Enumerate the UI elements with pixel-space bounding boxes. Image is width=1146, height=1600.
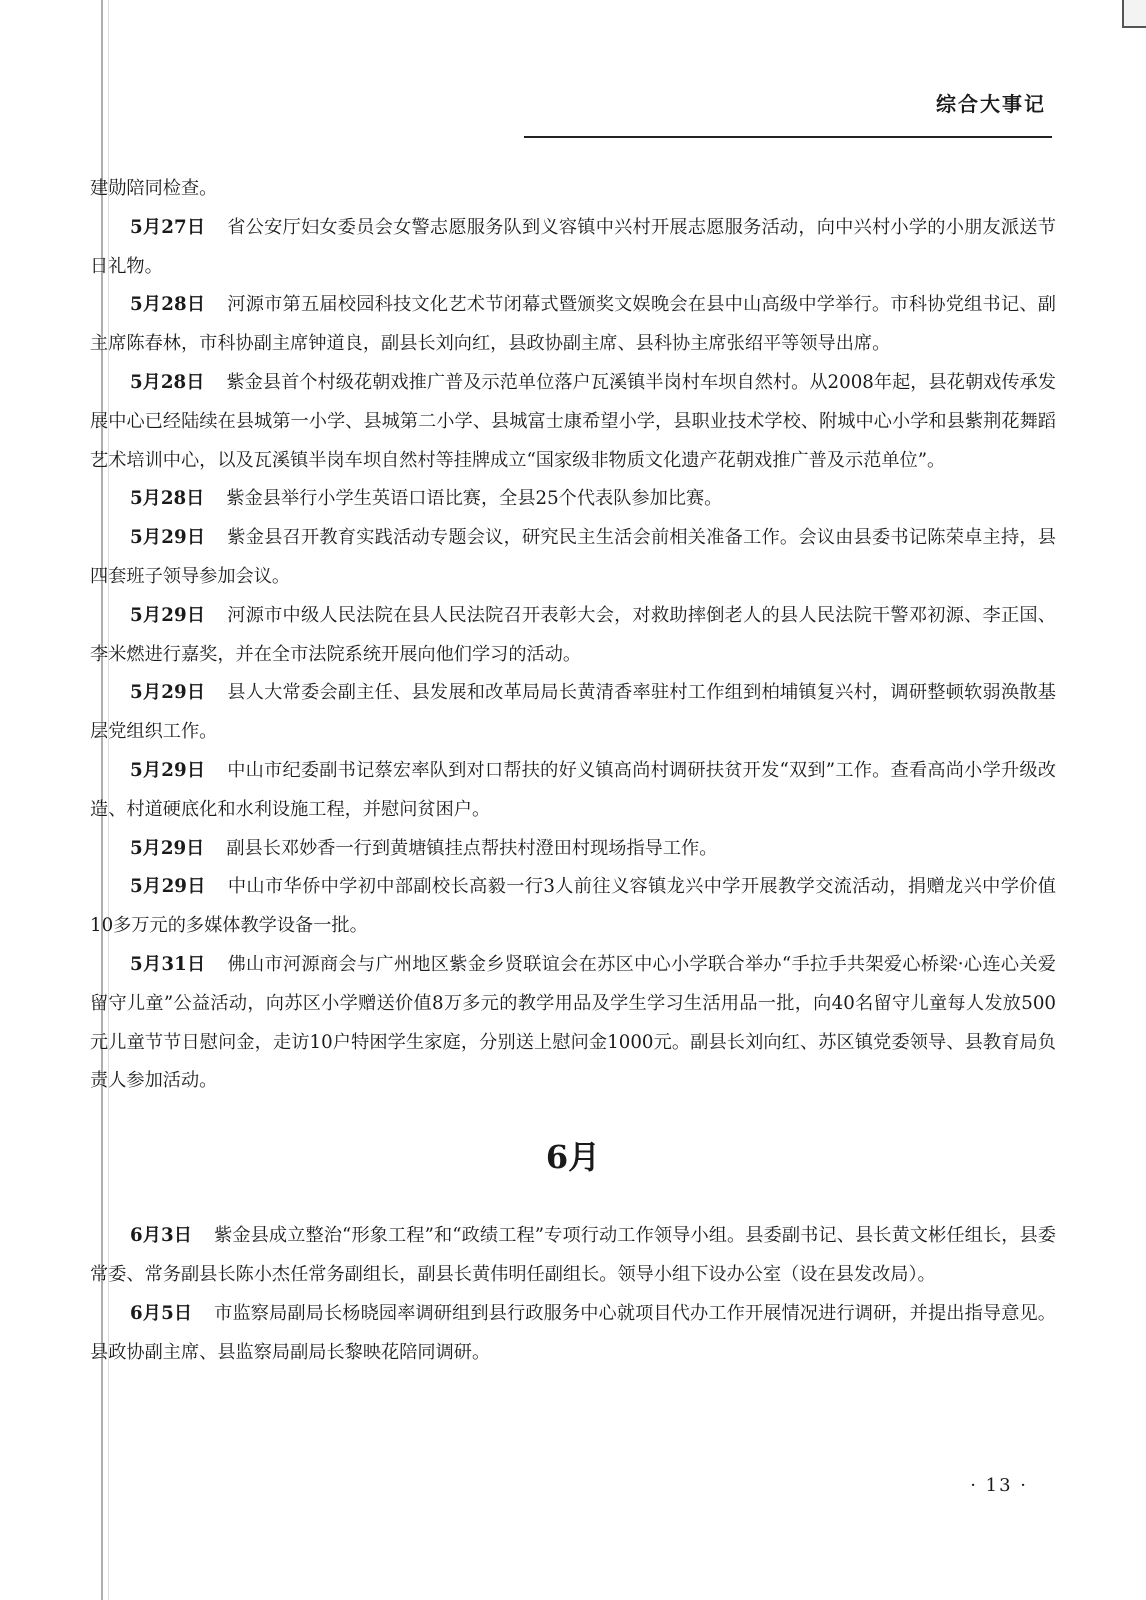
entry <box>90 519 1056 597</box>
entry-text: 紫金县举行小学生英语口语比赛，全县25个代表队参加比赛。 <box>226 488 723 510</box>
entry <box>90 597 1056 675</box>
entry-date: 5月29日 <box>130 527 206 549</box>
entry-text: 市监察局副局长杨晓园率调研组到县行政服务中心就项目代办工作开展情况进行调研，并提出指导意见。县政协副主席、县监察局副局长黎映花陪同调研。 <box>90 1302 1056 1363</box>
entry-text: 紫金县召开教育实践活动专题会议，研究民主生活会前相关准备工作。会议由县委书记陈荣卓主持，县四套班子领导参加会议。 <box>90 527 1056 587</box>
entry-text: 副县长邓妙香一行到黄塘镇挂点帮扶村澄田村现场指导工作。 <box>226 837 718 859</box>
entry-date: 5月29日 <box>130 604 206 626</box>
scan-corner-mark <box>1122 0 1146 28</box>
entry-text: 紫金县首个村级花朝戏推广普及示范单位落户瓦溪镇半岗村车坝自然村。从2008年起，县花朝戏传承发展中心已经陆续在县城第一小学、县城第二小学、县城富士康希望小学，县职业技术学校、附城中心小学和县紫荆花舞蹈艺术培训中心，以及瓦溪镇半岗车坝自然村等挂牌成立“国家级非物质文化遗产花朝戏推广普及示范单位”。 <box>90 371 1056 471</box>
entry-text: 河源市中级人民法院在县人民法院召开表彰大会，对救助摔倒老人的县人民法院干警邓初源、李正国、李米燃进行嘉奖，并在全市法院系统开展向他们学习的活动。 <box>90 604 1056 665</box>
entry-text: 建勋陪同检查。 <box>90 178 218 199</box>
entry-date: 5月29日 <box>130 876 206 898</box>
entry <box>90 830 1056 869</box>
entry <box>90 364 1056 480</box>
entry-date: 6月3日 <box>130 1225 193 1247</box>
entry-date: 5月31日 <box>130 953 206 975</box>
entry <box>90 480 1056 519</box>
entry-text: 紫金县成立整治“形象工程”和“政绩工程”专项行动工作领导小组。县委副书记、县长黄文彬任组长，县委常委、常务副县长陈小杰任常务副组长，副县长黄伟明任副组长。领导小组下设办公室（设在县发改局）。 <box>90 1225 1056 1285</box>
entry-date: 5月29日 <box>130 837 205 859</box>
entry-text: 中山市纪委副书记蔡宏率队到对口帮扶的好义镇高尚村调研扶贫开发“双到”工作。查看高尚小学升级改造、村道硬底化和水利设施工程，并慰问贫困户。 <box>90 759 1056 820</box>
entry <box>90 209 1056 287</box>
entry <box>90 286 1056 364</box>
entry <box>90 868 1056 946</box>
page-number: · 13 · <box>970 1475 1028 1496</box>
entry <box>90 1217 1056 1295</box>
section-title: 综合大事记 <box>936 92 1046 116</box>
entry-date: 5月27日 <box>130 216 206 238</box>
entry <box>90 674 1056 752</box>
entry <box>90 752 1056 830</box>
entry <box>90 946 1056 1101</box>
entry-date: 5月28日 <box>130 488 205 510</box>
entry-date: 5月29日 <box>130 759 206 781</box>
month-heading: 6月 <box>545 1138 601 1177</box>
header-rule <box>524 136 1052 138</box>
entry-date: 5月28日 <box>130 371 205 393</box>
page-body <box>90 170 1056 1372</box>
entry-text: 省公安厅妇女委员会女警志愿服务队到义容镇中兴村开展志愿服务活动，向中兴村小学的小朋友派送节日礼物。 <box>90 216 1056 277</box>
entry-date: 6月5日 <box>130 1302 193 1324</box>
entry-text: 县人大常委会副主任、县发展和改革局局长黄清香率驻村工作组到柏埔镇复兴村，调研整顿软弱涣散基层党组织工作。 <box>90 682 1056 743</box>
entry-text: 河源市第五届校园科技文化艺术节闭幕式暨颁奖文娱晚会在县中山高级中学举行。市科协党组书记、副主席陈春林，市科协副主席钟道良，副县长刘向红，县政协副主席、县科协主席张绍平等领导出席。 <box>90 294 1056 355</box>
entry-text: 佛山市河源商会与广州地区紫金乡贤联谊会在苏区中心小学联合举办“手拉手共架爱心桥梁·心连心关爱留守儿童”公益活动，向苏区小学赠送价值8万多元的教学用品及学生学习生活用品一批，向40名留守儿童每人发放500元儿童节节日慰问金，走访10户特困学生家庭，分别送上慰问金1000元。副县长刘向红、苏区镇党委领导、县教育局负责人参加活动。 <box>90 953 1056 1092</box>
entry-text: 中山市华侨中学初中部副校长高毅一行3人前往义容镇龙兴中学开展教学交流活动，捐赠龙兴中学价值10多万元的多媒体教学设备一批。 <box>90 876 1056 937</box>
entry-date: 5月28日 <box>130 294 206 316</box>
entry-date: 5月29日 <box>130 682 206 704</box>
entry <box>90 1295 1056 1373</box>
entry-continuation <box>90 170 1056 209</box>
